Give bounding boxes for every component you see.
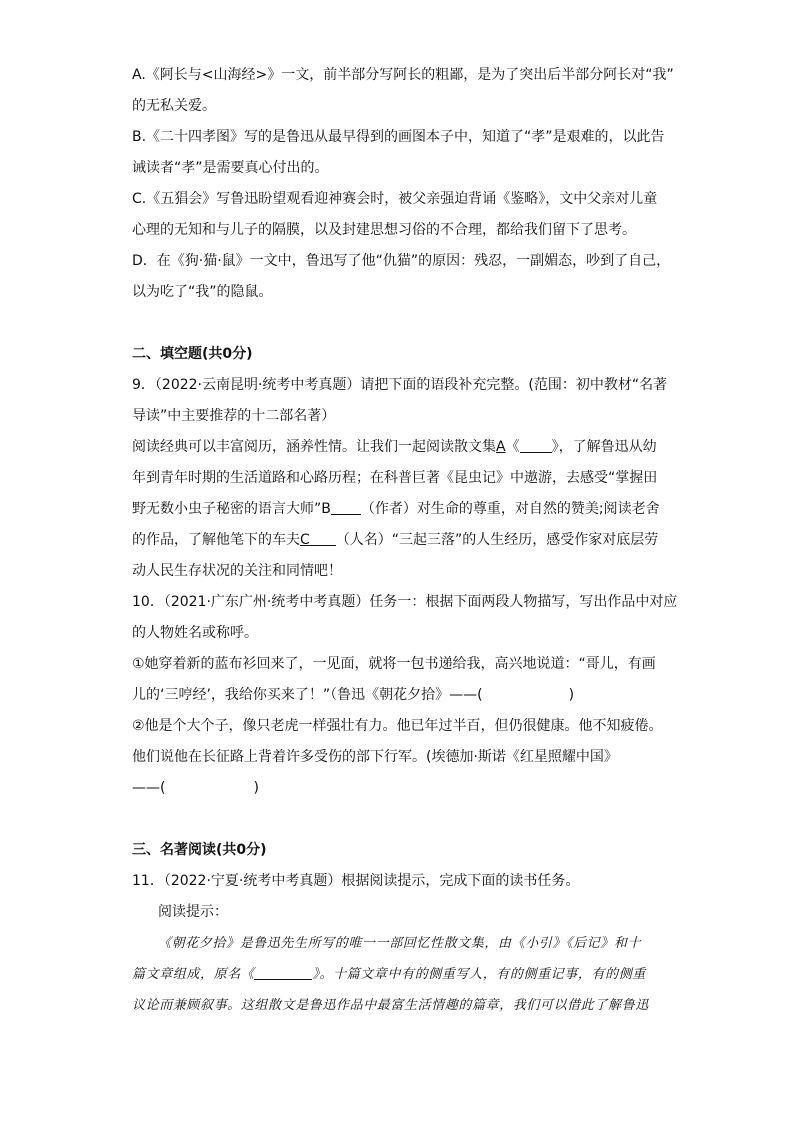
option-b: B.《二十四孝图》写的是鲁迅从最早得到的画图本子中，知道了“孝”是艰难的，以此告	[132, 129, 665, 145]
q9-text: （作者）对生命的尊重，对自然的赞美;阅读老舍	[360, 501, 660, 517]
option-d-cont: 以为吃了“我”的隐鼠。	[132, 284, 273, 300]
option-d: D．在《狗·猫·鼠》一文中，鲁迅写了他“仇猫”的原因：残忍，一副媚态，吵到了自己，	[132, 253, 671, 269]
q9-blank-a[interactable]	[520, 438, 552, 453]
q11-text: 》。十篇文章中有的侧重写人，有的侧重记事，有的侧重	[312, 967, 646, 982]
q9-text: 《	[505, 439, 520, 455]
q9-blank-c[interactable]	[310, 531, 336, 546]
q10-line-3: ①她穿着新的蓝布衫回来了，一见面，就将一包书递给我，高兴地说道：“哥儿，有画	[132, 656, 656, 672]
q9-line-5	[132, 494, 672, 525]
q10-line-5: ②他是个大个子，像只老虎一样强壮有力。他已年过半百，但仍很健康。他不知疲倦。	[132, 718, 663, 734]
section-title-fill-blank: 二、填空题(共0分)	[132, 346, 253, 362]
q9-text: 的作品，了解他笔下的车夫	[132, 532, 300, 548]
q10-line-4	[132, 680, 672, 711]
q9-line-4: 年到青年时期的生活道路和心路历程；在科普巨著《昆虫记》中遨游，去感受“掌握田	[132, 470, 658, 486]
q10-line-7	[132, 773, 672, 804]
q9-text: 》，了解鲁迅从幼	[551, 439, 657, 455]
section-title-classics-reading: 三、名著阅读(共0分)	[132, 842, 267, 858]
option-a: A.《阿长与<山海经>》一文，前半部分写阿长的粗鄙，是为了突出后半部分阿长对“我”	[132, 67, 674, 83]
q9-line-6	[132, 525, 672, 556]
option-b-cont: 诫读者“孝”是需要真心付出的。	[132, 160, 329, 176]
page-content	[132, 60, 678, 1021]
q11-line-1: 11．（2022·宁夏·统考中考真题）根据阅读提示，完成下面的读书任务。	[132, 873, 580, 889]
q9-line-2: 导读”中主要推荐的十二部名著）	[132, 408, 336, 424]
q9-text: 阅读经典可以丰富阅历，涵养性情。让我们一起阅读散文集	[132, 439, 496, 455]
q11-blank[interactable]	[254, 965, 312, 980]
q10-line-1: 10．（2021·广东广州·统考中考真题）任务一：根据下面两段人物描写，写出作品中对应	[132, 594, 678, 610]
q9-text: 野无数小虫子秘密的语言大师”	[132, 501, 322, 517]
q11-body-line-2	[132, 959, 672, 990]
q9-line-7: 动人民生存状况的关注和同情吧！	[132, 563, 342, 579]
option-c-cont: 心理的无知和与儿子的隔膜，以及封建思想习俗的不合理，都给我们留下了思考。	[132, 222, 636, 238]
q10-text: )	[253, 780, 259, 796]
q10-text: )	[568, 687, 575, 703]
q9-blank-b[interactable]	[331, 500, 361, 515]
q11-text: 篇文章组成，原名《	[132, 967, 255, 982]
q10-text: ——(	[132, 780, 166, 796]
q11-body-line-1: 《朝花夕拾》是鲁迅先生所写的唯一一部回忆性散文集，由《小引》《后记》和十	[158, 936, 642, 951]
q9-marker-b: B	[321, 501, 331, 517]
option-a-cont: 的无私关爱。	[132, 98, 216, 114]
q9-line-3	[132, 432, 672, 463]
q9-marker-c: C	[300, 532, 310, 548]
q9-line-1: 9．（2022·云南昆明·统考中考真题）请把下面的语段补充完整。(范围：初中教材“名著	[132, 377, 668, 393]
q11-body-line-3: 议论而兼顾叙事。这组散文是鲁迅作品中最富生活情趣的篇章，我们可以借此了解鲁迅	[132, 998, 649, 1013]
q9-text: （人名）“三起三落”的人生经历，感受作家对底层劳	[335, 532, 659, 548]
q9-marker-a: A	[496, 439, 506, 455]
option-c: C.《五猖会》写鲁迅盼望观看迎神赛会时，被父亲强迫背诵《鉴略》，文中父亲对儿童	[132, 191, 658, 207]
q10-line-2: 的人物姓名或称呼。	[132, 625, 258, 641]
q10-text: 儿的‘三哼经’，我给你买来了！”（鲁迅《朝花夕拾》——(	[132, 687, 483, 703]
q11-hint-label: 阅读提示：	[158, 904, 228, 920]
q10-line-6: 他们说他在长征路上背着许多受伤的部下行军。(埃德加·斯诺《红星照耀中国》	[132, 749, 618, 765]
